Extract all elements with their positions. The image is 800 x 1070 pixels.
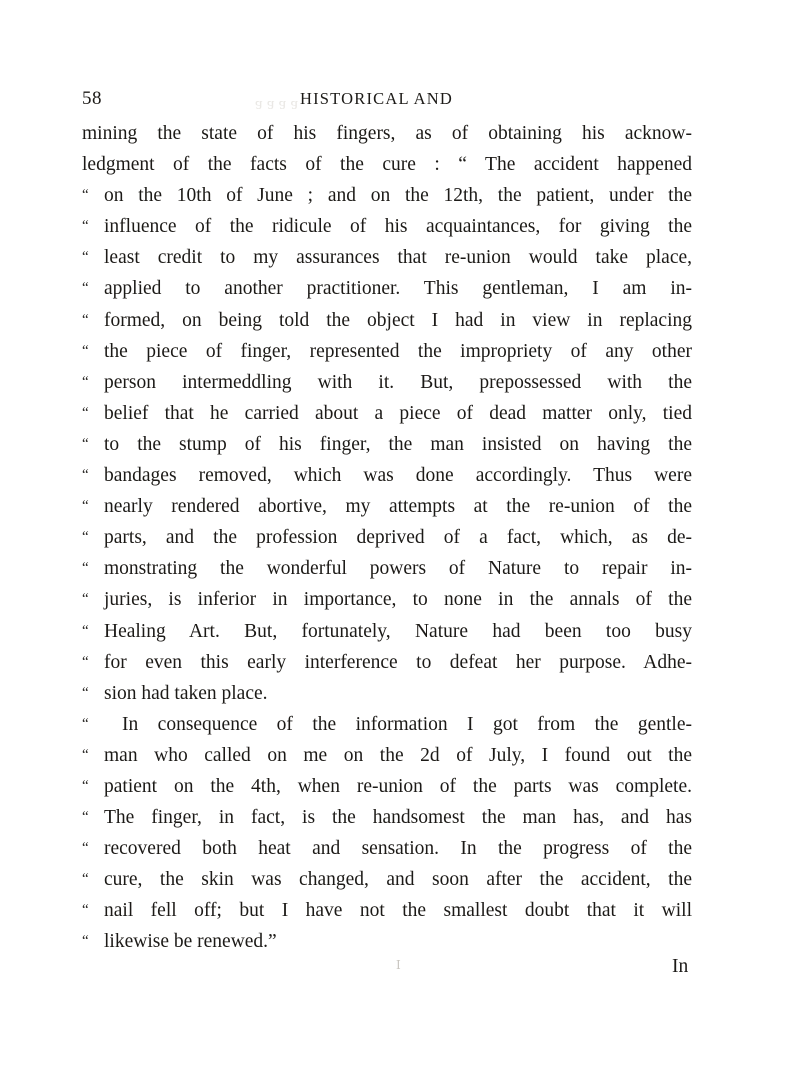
text-line: “ In consequence of the information I got from the gentle- [82,709,692,740]
text-line: “ cure, the skin was changed, and soon after the accident, the [82,864,692,895]
quote-mark: “ [82,498,89,515]
body-text [82,118,692,958]
show-through-decoration: ɐ ɐ ɐ ɐ [255,94,298,113]
text-line: “ The finger, in fact, is the handsomest the man has, and has [82,802,692,833]
text-line: “ man who called on me on the 2d of July, I found out the [82,740,692,771]
text-line: “ applied to another practitioner. This gentleman, I am in- [82,273,692,304]
quote-mark: “ [82,653,89,670]
running-head: HISTORICAL AND [300,89,453,108]
quote-mark: “ [82,311,89,328]
text-line: “ to the stump of his finger, the man insisted on having the [82,429,692,460]
signature-mark: I [396,958,401,972]
quote-mark: “ [82,373,89,390]
text-line: “ person intermeddling with it. But, prepossessed with the [82,367,692,398]
quote-mark: “ [82,622,89,639]
text-line: “ patient on the 4th, when re-union of the parts was complete. [82,771,692,802]
text-line: “ nail fell off; but I have not the smallest doubt that it will [82,895,692,926]
quote-mark: “ [82,591,89,608]
quote-mark: “ [82,467,89,484]
text-line: “ nearly rendered abortive, my attempts at the re-union of the [82,491,692,522]
quote-mark: “ [82,840,89,857]
text-line: ledgment of the facts of the cure : “ The accident happened [82,154,692,176]
quote-mark: “ [82,871,89,888]
text-line: “ recovered both heat and sensation. In the progress of the [82,833,692,864]
quote-mark: “ [82,404,89,421]
catchword: In [672,956,689,977]
quote-mark: “ [82,684,89,701]
quote-mark: “ [82,933,89,950]
quote-mark: “ [82,342,89,359]
text-line: “ juries, is inferior in importance, to none in the annals of the [82,584,692,615]
text-line: “ bandages removed, which was done accordingly. Thus were [82,460,692,491]
quote-mark: “ [82,280,89,297]
quote-mark: “ [82,746,89,763]
quote-mark: “ [82,249,89,266]
text-line: “ the piece of finger, represented the impropriety of any other [82,336,692,367]
text-line: “ Healing Art. But, fortunately, Nature had been too busy [82,616,692,647]
text-line: “ belief that he carried about a piece of dead matter only, tied [82,398,692,429]
quote-mark: “ [82,560,89,577]
quote-mark: “ [82,187,89,204]
page-number: 58 [82,88,102,109]
text-line: “ least credit to my assurances that re-union would take place, [82,242,692,273]
text-line: “ monstrating the wonderful powers of Nature to repair in- [82,553,692,584]
text-line: “ parts, and the profession deprived of a fact, which, as de- [82,522,692,553]
quote-mark: “ [82,902,89,919]
quote-mark: “ [82,435,89,452]
text-line: “ likewise be renewed.” [82,926,692,957]
text-line: “ influence of the ridicule of his acquaintances, for giving the [82,211,692,242]
text-line: “ for even this early interference to defeat her purpose. Adhe- [82,647,692,678]
quote-mark: “ [82,218,89,235]
text-line: “ sion had taken place. [82,678,692,709]
page-header [82,88,692,112]
quote-mark: “ [82,809,89,826]
quote-mark: “ [82,715,89,732]
quote-mark: “ [82,777,89,794]
text-line: “ on the 10th of June ; and on the 12th, the patient, under the [82,180,692,211]
text-line: mining the state of his fingers, as of obtaining his acknow- [82,123,692,144]
text-line: “ formed, on being told the object I had in view in replacing [82,305,692,336]
quote-mark: “ [82,529,89,546]
